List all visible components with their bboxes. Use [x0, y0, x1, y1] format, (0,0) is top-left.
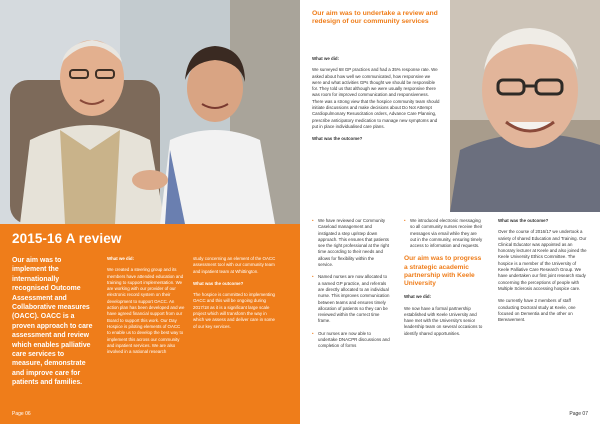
aim-heading-community: Our aim was to undertake a review and redesign of our community services [312, 10, 438, 26]
doctoral-text: We currently have 2 members of staff conducting Doctoral study at Keele, one focused on Dementia and the other on Bereavement. [498, 298, 576, 323]
messaging-bullet-list [404, 218, 484, 249]
outcome-text: The hospice is committed to implementing OACC and this will be ongoing during 2017/18 as it is a significant large scale project which will transform the way in which we assess and deliver care in some of our key services. [193, 292, 275, 329]
outcome-heading: What was the outcome? [498, 218, 549, 223]
partnership-text: We now have a formal partnership established with Keele University and have met with the University's senior leadership team on several occasions to identify shared opportunities. [404, 305, 483, 336]
left-column-middle [107, 256, 185, 361]
what-we-did-heading: What we did: [107, 256, 135, 261]
bullet-text: We have reviewed our Community Caseload management and instigated a step up/step down approach. This ensures that patients see the right professional at the right time according to their needs and allows for flexibility within the service. [318, 218, 390, 268]
education-text: Over the course of 2016/17 we undertook a variety of shared Education and Training. Our Clinical Educator was appointed as an honorary lecturer at Keele and also joined the Keele University Ethics Committee. The hospice is a member of the University of Keele Palliative Care Research Group. We have undertaken our first joint research study concerning the perceptions of people with Multiple Sclerosis accessing hospice care. [498, 229, 587, 291]
outcome-bullet-list [312, 218, 390, 350]
aim-heading-keele: Our aim was to progress a strategic academic partnership with Keele University [404, 255, 482, 288]
list-item [404, 218, 484, 249]
left-intro: Our aim was to implement the internationally recognised Outcome Assessment and Collaborative measures (OACC). OACC is a proven approach to care assessment and review which enables palliative care services to measure, demonstrate and improve care for patients and families. [12, 257, 93, 387]
keele-column [404, 218, 484, 343]
page-number-left: Page 06 [12, 411, 31, 417]
photo-elderly-man [450, 0, 600, 212]
bullet-icon: • [312, 218, 314, 223]
what-we-did-heading: What we did: [404, 294, 432, 300]
bullet-icon: • [312, 330, 314, 336]
photo-nurse-with-patient [0, 0, 300, 224]
bullet-text: Our nurses are now able to undertake DNACPR discussions and completion of forms [318, 330, 390, 349]
outcome-heading: What was the outcome? [312, 136, 363, 142]
left-column-right [193, 256, 278, 336]
bullet-text: We introduced electronic messaging so all community nurses receive their messages via email while they are out in the community, ensuring timely access to information and requests. [410, 218, 483, 249]
what-we-did-text: We created a steering group and its members have attended education and training to support implementation. We are working with our provider of our electronic record system on their development to support OACC. An action plan has been developed and we have agreed financial support from our Board to support this work. Our Day Hospice is piloting elements of OACC to enable us to develop the best way to implement this across our community and inpatient services. We are also involved in a national research [107, 267, 185, 355]
community-top-column [312, 56, 440, 148]
bullet-icon: • [404, 218, 406, 223]
list-item [312, 274, 390, 324]
outcome-bullets-column [312, 218, 390, 356]
review-title: 2015-16 A review [12, 231, 122, 246]
photo-illustration [0, 0, 300, 224]
list-item [312, 331, 390, 350]
right-page [300, 0, 600, 424]
bullet-text: Named nurses are now allocated to a named GP practice, and referrals are directly allocated to an individual nurse. This improves communication between teams and ensures timely allocation of patients so they can be reviewed within the correct time frame. [318, 274, 390, 324]
page-number-right: Page 07 [569, 411, 588, 417]
research-text: study concerning an element of the OACC assessment tool with our community team and inpatient team at Whittington. [193, 256, 276, 274]
outcome-heading: What was the outcome? [193, 280, 244, 286]
photo-illustration [450, 0, 600, 212]
survey-text: We surveyed 68 GP practices and had a 35% response rate. We asked about how well we communicated, how responsive we were and what activities GPs thought we should be responsible for. They told us that although we were usually responsive there was room for improved communication and responsiveness. There was a strong view that the hospice community team should initiate discussions and make decisions about Do Not Attempt Cardiopulmonary Resuscitation orders, Advance Care Planning, prescribe anticipatory medication to manage new symptoms and put in place individualised care plans. [312, 67, 440, 129]
list-item [312, 218, 390, 268]
keele-outcome-column [498, 218, 588, 329]
what-we-did-heading: What we did: [312, 56, 340, 61]
bullet-icon: • [312, 274, 314, 280]
